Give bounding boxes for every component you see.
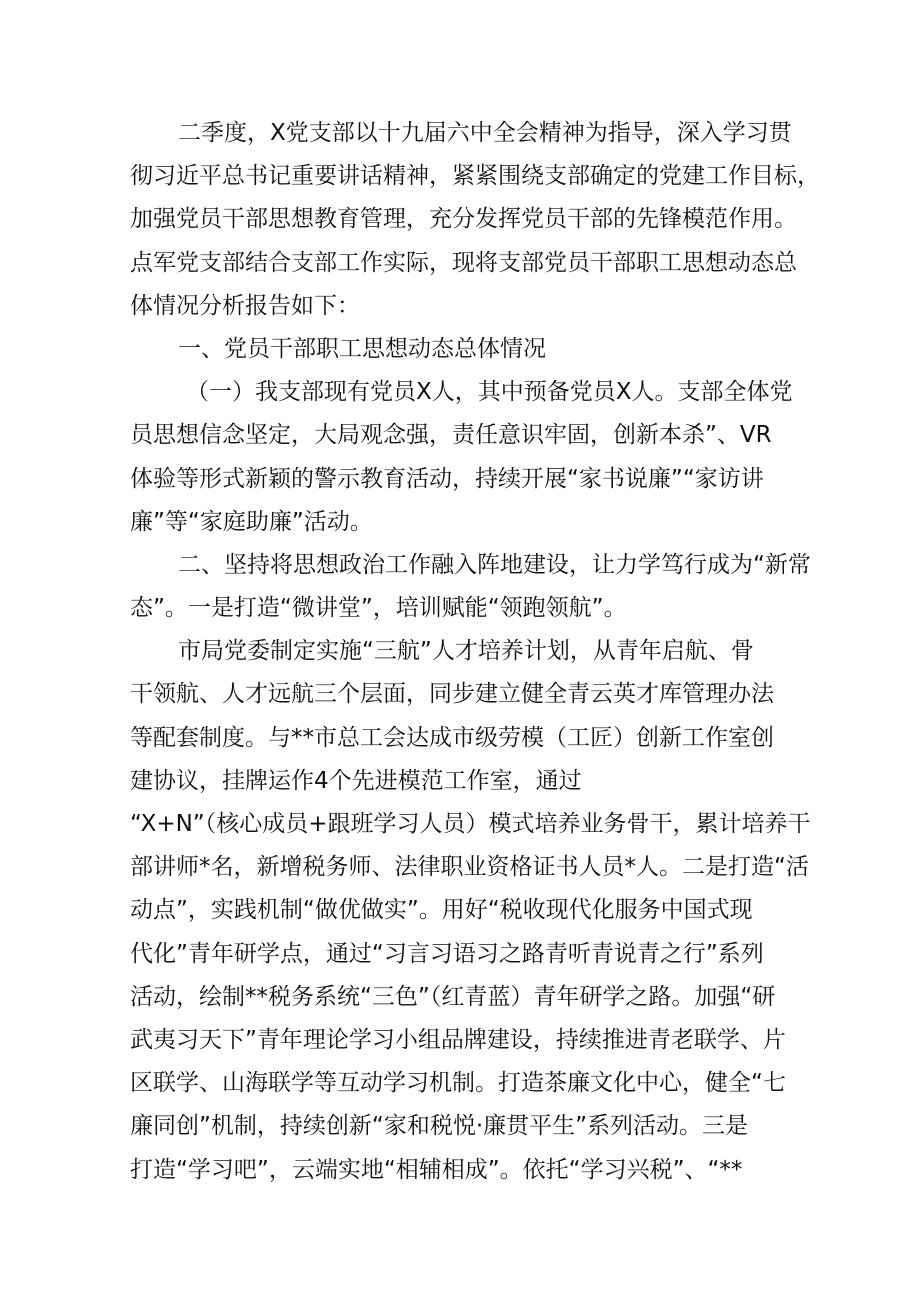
paragraph-line: 干领航、人才远航三个层面，同步建立健全青云英才库管理办法 [130,681,774,708]
section-heading: 二、坚持将思想政治工作融入阵地建设，让力学笃行成为“新常 [178,551,811,578]
paragraph-line: 代化”青年研学点，通过“习言习语习之路青听青说青之行”系列 [130,940,764,967]
paragraph-line: 体验等形式新颖的警示教育活动，持续开展“家书说廉”“家访讲 [130,465,764,492]
paragraph-line: 武夷习天下”青年理论学习小组品牌建设，持续推进青老联学、片 [130,1026,786,1053]
paragraph-line: （一）我支部现有党员X人，其中预备党员X人。支部全体党 [186,379,793,406]
paragraph-line: 廉同创”机制，持续创新“家和税悦·廉贯平生”系列活动。三是 [130,1113,749,1140]
paragraph-line: 体情况分析报告如下： [130,292,360,319]
paragraph-line: 廉”等“家庭助廉”活动。 [130,508,373,535]
paragraph-line: 活动，绘制**税务系统“三色”（红青蓝）青年研学之路。加强“研 [130,983,776,1010]
paragraph-line: 员思想信念坚定，大局观念强，责任意识牢固，创新本杀”、VR [130,422,772,449]
paragraph-line: 二季度，X党支部以十九届六中全会精神为指导，深入学习贯 [178,120,792,146]
paragraph-line: 部讲师*名，新增税务师、法律职业资格证书人员*人。二是打造“活 [130,854,809,881]
paragraph-line: 打造“学习吧”，云端实地“相辅相成”。依托“学习兴税”、“** [130,1156,743,1183]
paragraph-line: 建协议，挂牌运作4个先进模范工作室，通过 [130,767,582,794]
document-body [130,112,820,1192]
paragraph-line: 等配套制度。与**市总工会达成市级劳模（工匠）创新工作室创 [130,724,774,751]
paragraph-line: 态”。一是打造“微讲堂”，培训赋能“领跑领航”。 [130,595,627,622]
paragraph-line: 市局党委制定实施“三航”人才培养计划，从青年启航、骨 [178,638,754,665]
paragraph-line: 动点”，实践机制“做优做实”。用好“税收现代化服务中国式现 [130,897,753,924]
section-heading: 一、党员干部职工思想动态总体情况 [178,335,546,362]
paragraph-line: 区联学、山海联学等互动学习机制。打造茶廉文化中心，健全“七 [130,1070,786,1097]
paragraph-line: 彻习近平总书记重要讲话精神，紧紧围绕支部确定的党建工作目标， [130,163,820,190]
paragraph-line: 加强党员干部思想教育管理，充分发挥党员干部的先锋模范作用。 [130,206,797,233]
paragraph-line: “X+N”（核心成员+跟班学习人员）模式培养业务骨干，累计培养干 [130,811,811,837]
paragraph-line: 点军党支部结合支部工作实际，现将支部党员干部职工思想动态总 [130,249,797,276]
